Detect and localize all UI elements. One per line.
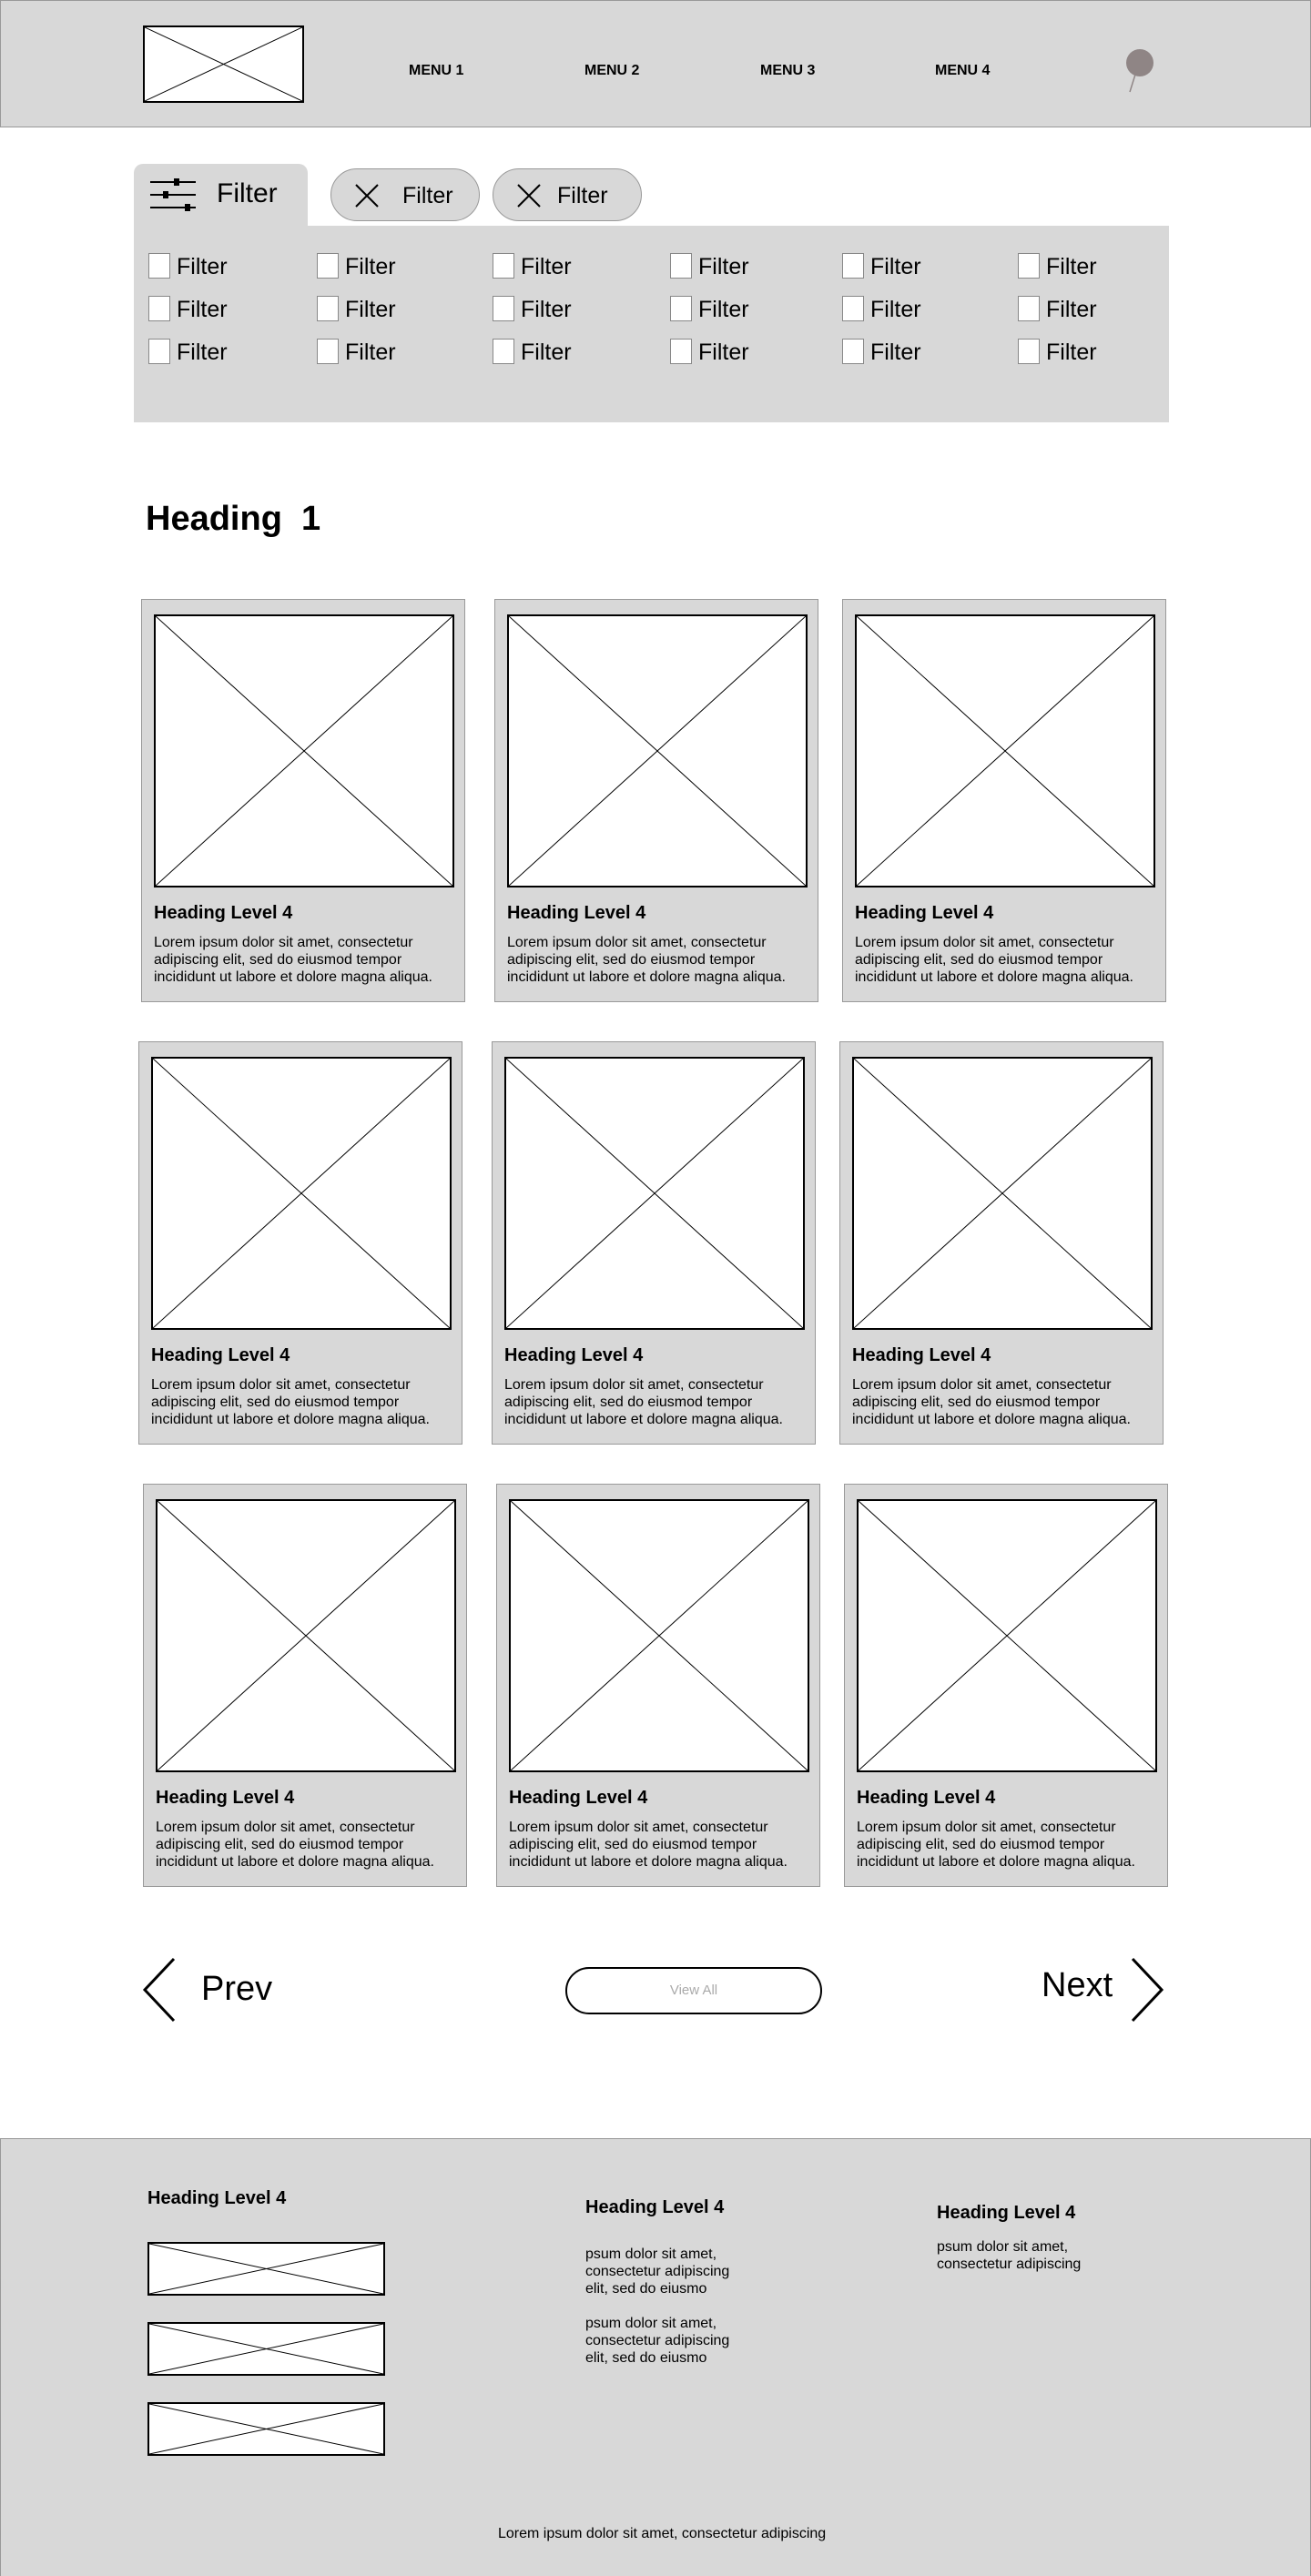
site-header bbox=[0, 0, 1311, 127]
filter-checkbox-label: Filter bbox=[870, 254, 921, 279]
filter-checkbox-label: Filter bbox=[345, 254, 396, 279]
close-icon[interactable] bbox=[516, 183, 542, 208]
filter-checkbox-label: Filter bbox=[698, 254, 749, 279]
filter-checkbox-label: Filter bbox=[177, 340, 228, 365]
prev-button[interactable] bbox=[141, 1957, 287, 2023]
image-placeholder-icon[interactable] bbox=[147, 2242, 385, 2296]
filter-checkbox-label: Filter bbox=[1046, 297, 1097, 322]
image-placeholder-icon bbox=[857, 1499, 1157, 1772]
card-title: Heading Level 4 bbox=[151, 1345, 290, 1365]
card-text: Lorem ipsum dolor sit amet, consectetur adipiscing elit, sed do eiusmod tempor incididunt ut labore et dolore magna aliqua. bbox=[151, 1377, 430, 1427]
card-text: Lorem ipsum dolor sit amet, consectetur adipiscing elit, sed do eiusmod tempor incididunt ut labore et dolore magna aliqua. bbox=[154, 935, 432, 985]
prev-label: Prev bbox=[201, 1970, 273, 2008]
image-placeholder-icon bbox=[156, 1499, 456, 1772]
filter-checkbox-label: Filter bbox=[698, 297, 749, 322]
card-title: Heading Level 4 bbox=[852, 1345, 991, 1365]
filter-checkbox-label: Filter bbox=[177, 254, 228, 279]
footer-heading-3: Heading Level 4 bbox=[937, 2203, 1076, 2223]
card-title: Heading Level 4 bbox=[504, 1345, 644, 1365]
image-placeholder-icon bbox=[852, 1057, 1153, 1330]
image-placeholder-icon bbox=[509, 1499, 809, 1772]
filter-chip-label: Filter bbox=[402, 183, 453, 208]
menu-item-2[interactable]: MENU 2 bbox=[584, 63, 640, 78]
content-card[interactable] bbox=[138, 1041, 462, 1445]
filter-checkbox[interactable] bbox=[148, 296, 170, 321]
filter-checkbox[interactable] bbox=[670, 339, 692, 364]
filter-checkbox[interactable] bbox=[317, 253, 339, 279]
card-text: Lorem ipsum dolor sit amet, consectetur adipiscing elit, sed do eiusmod tempor incididunt ut labore et dolore magna aliqua. bbox=[509, 1820, 788, 1870]
sliders-icon bbox=[148, 177, 198, 215]
site-footer bbox=[0, 2138, 1311, 2576]
filter-checkbox[interactable] bbox=[670, 253, 692, 279]
filter-checkbox[interactable] bbox=[493, 296, 514, 321]
menu-item-1[interactable]: MENU 1 bbox=[409, 63, 464, 78]
content-card[interactable] bbox=[492, 1041, 816, 1445]
next-button[interactable] bbox=[1042, 1957, 1169, 2023]
filter-checkbox[interactable] bbox=[148, 339, 170, 364]
filter-checkbox-label: Filter bbox=[1046, 340, 1097, 365]
filter-checkbox-label: Filter bbox=[1046, 254, 1097, 279]
content-card[interactable] bbox=[494, 599, 818, 1002]
filter-checkbox[interactable] bbox=[842, 296, 864, 321]
content-card[interactable] bbox=[143, 1484, 467, 1887]
logo-placeholder-icon[interactable] bbox=[143, 25, 304, 103]
filter-tab[interactable] bbox=[134, 164, 308, 228]
footer-text: psum dolor sit amet, consectetur adipiscing elit, sed do eiusmo bbox=[585, 2316, 730, 2366]
filter-checkbox-label: Filter bbox=[698, 340, 749, 365]
footer-heading-1: Heading Level 4 bbox=[147, 2188, 287, 2208]
image-placeholder-icon bbox=[507, 614, 808, 887]
card-text: Lorem ipsum dolor sit amet, consectetur adipiscing elit, sed do eiusmod tempor incididunt ut labore et dolore magna aliqua. bbox=[855, 935, 1133, 985]
page-title: Heading 1 bbox=[146, 500, 321, 538]
filter-chip-1[interactable] bbox=[330, 168, 480, 221]
chevron-left-icon bbox=[141, 1957, 178, 2023]
filter-checkbox-label: Filter bbox=[521, 340, 572, 365]
footer-text: psum dolor sit amet, consectetur adipiscing bbox=[937, 2239, 1082, 2272]
card-title: Heading Level 4 bbox=[857, 1788, 996, 1808]
filter-checkbox[interactable] bbox=[493, 339, 514, 364]
filter-checkbox[interactable] bbox=[842, 253, 864, 279]
filter-checkbox[interactable] bbox=[670, 296, 692, 321]
content-card[interactable] bbox=[141, 599, 465, 1002]
filter-checkbox[interactable] bbox=[493, 253, 514, 279]
filter-tab-label: Filter bbox=[217, 178, 278, 208]
content-card[interactable] bbox=[839, 1041, 1164, 1445]
filter-checkbox-label: Filter bbox=[521, 297, 572, 322]
image-placeholder-icon bbox=[504, 1057, 805, 1330]
card-title: Heading Level 4 bbox=[154, 903, 293, 923]
filter-checkbox[interactable] bbox=[1018, 296, 1040, 321]
filter-checkbox-label: Filter bbox=[345, 297, 396, 322]
filter-checkbox[interactable] bbox=[317, 296, 339, 321]
card-text: Lorem ipsum dolor sit amet, consectetur adipiscing elit, sed do eiusmod tempor incididunt ut labore et dolore magna aliqua. bbox=[852, 1377, 1131, 1427]
content-card[interactable] bbox=[496, 1484, 820, 1887]
view-all-button[interactable]: View All bbox=[565, 1967, 822, 2014]
card-text: Lorem ipsum dolor sit amet, consectetur adipiscing elit, sed do eiusmod tempor incididunt ut labore et dolore magna aliqua. bbox=[156, 1820, 434, 1870]
image-placeholder-icon[interactable] bbox=[147, 2322, 385, 2376]
next-label: Next bbox=[1042, 1966, 1113, 2004]
card-title: Heading Level 4 bbox=[855, 903, 994, 923]
filter-checkbox-label: Filter bbox=[177, 297, 228, 322]
close-icon[interactable] bbox=[354, 183, 380, 208]
filter-checkbox[interactable] bbox=[148, 253, 170, 279]
image-placeholder-icon[interactable] bbox=[147, 2402, 385, 2456]
image-placeholder-icon bbox=[151, 1057, 452, 1330]
content-card[interactable] bbox=[844, 1484, 1168, 1887]
card-text: Lorem ipsum dolor sit amet, consectetur adipiscing elit, sed do eiusmod tempor incididunt ut labore et dolore magna aliqua. bbox=[857, 1820, 1135, 1870]
card-text: Lorem ipsum dolor sit amet, consectetur adipiscing elit, sed do eiusmod tempor incididunt ut labore et dolore magna aliqua. bbox=[507, 935, 786, 985]
menu-item-3[interactable]: MENU 3 bbox=[760, 63, 816, 78]
map-pin-icon[interactable] bbox=[1119, 46, 1155, 97]
footer-bottom-text: Lorem ipsum dolor sit amet, consectetur adipiscing bbox=[498, 2526, 827, 2541]
filter-row bbox=[134, 339, 1169, 366]
filter-checkbox[interactable] bbox=[1018, 339, 1040, 364]
chevron-right-icon bbox=[1129, 1957, 1165, 2023]
filter-checkbox-label: Filter bbox=[870, 340, 921, 365]
filter-row bbox=[134, 253, 1169, 280]
filter-panel bbox=[134, 226, 1169, 422]
footer-text: psum dolor sit amet, consectetur adipiscing elit, sed do eiusmo bbox=[585, 2246, 730, 2297]
image-placeholder-icon bbox=[855, 614, 1155, 887]
filter-checkbox-label: Filter bbox=[521, 254, 572, 279]
filter-checkbox-label: Filter bbox=[345, 340, 396, 365]
filter-chip-2[interactable] bbox=[493, 168, 642, 221]
filter-checkbox[interactable] bbox=[1018, 253, 1040, 279]
footer-heading-2: Heading Level 4 bbox=[585, 2197, 725, 2217]
menu-item-4[interactable]: MENU 4 bbox=[935, 63, 991, 78]
card-title: Heading Level 4 bbox=[156, 1788, 295, 1808]
card-title: Heading Level 4 bbox=[509, 1788, 648, 1808]
card-text: Lorem ipsum dolor sit amet, consectetur adipiscing elit, sed do eiusmod tempor incididunt ut labore et dolore magna aliqua. bbox=[504, 1377, 783, 1427]
content-card[interactable] bbox=[842, 599, 1166, 1002]
filter-chip-label: Filter bbox=[557, 183, 608, 208]
card-title: Heading Level 4 bbox=[507, 903, 646, 923]
filter-row bbox=[134, 296, 1169, 323]
image-placeholder-icon bbox=[154, 614, 454, 887]
filter-checkbox[interactable] bbox=[317, 339, 339, 364]
filter-checkbox[interactable] bbox=[842, 339, 864, 364]
filter-checkbox-label: Filter bbox=[870, 297, 921, 322]
